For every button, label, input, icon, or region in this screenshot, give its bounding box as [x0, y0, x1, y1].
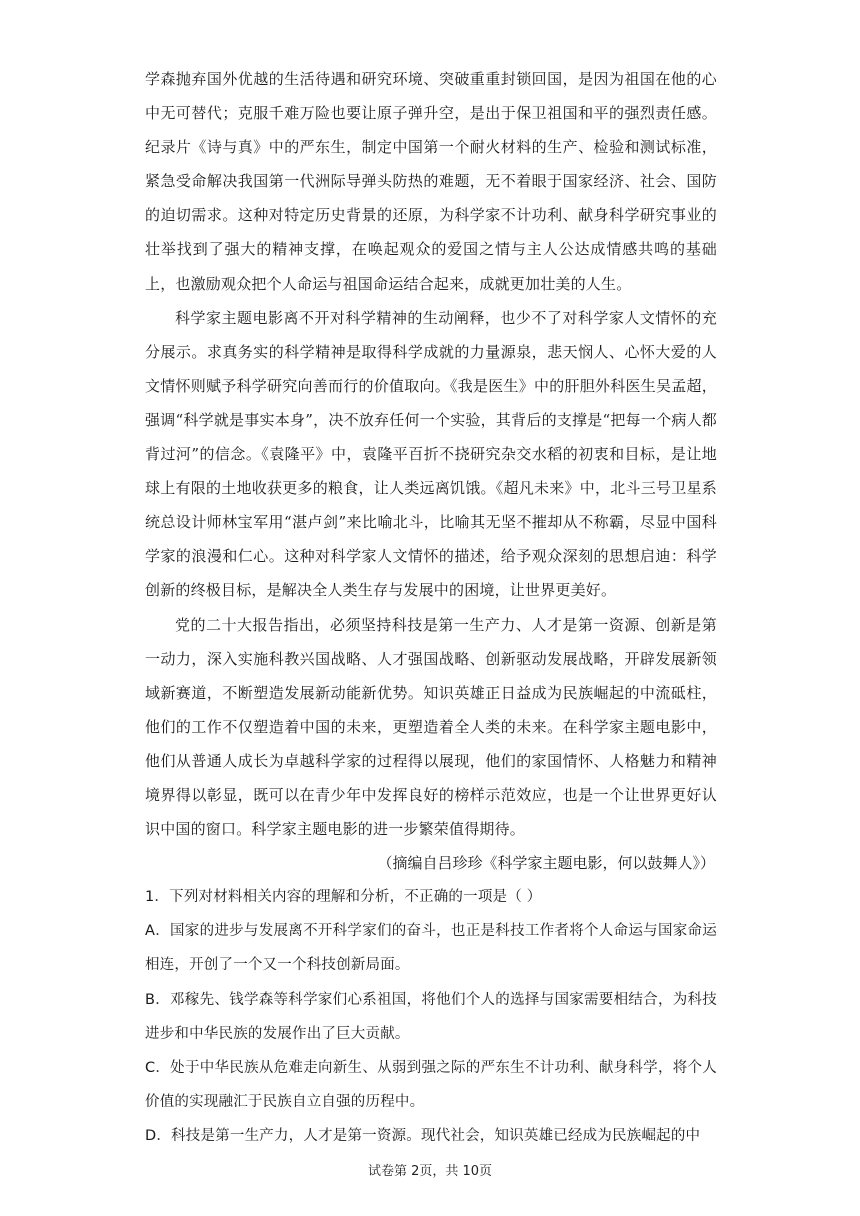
article-paragraph-1: 学森抛弃国外优越的生活待遇和研究环境、突破重重封锁回国，是因为祖国在他的心中无可替代；克服千难万险也要让原子弹升空，是出于保卫祖国和平的强烈责任感。纪录片《诗与真》中的严东生，制定中国第一个耐火材料的生产、检验和测试标准，紧急受命解决我国第一代洲际导弹头防热的难题，无不着眼于国家经济、社会、国防的迫切需求。这种对特定历史背景的还原，为科学家不计功利、献身科学研究事业的壮举找到了强大的精神支撑，在唤起观众的爱国之情与主人公达成情感共鸣的基础上，也激励观众把个人命运与祖国命运结合起来，成就更加壮美的人生。: [145, 70, 717, 293]
article-paragraph-2: 科学家主题电影离不开对科学精神的生动阐释，也少不了对科学家人文情怀的充分展示。求真务实的科学精神是取得科学成就的力量源泉，悲天悯人、心怀大爱的人文情怀则赋予科学研究向善而行的价值取向。《我是医生》中的肝胆外科医生吴孟超，强调“科学就是事实本身”，决不放弃任何一个实验，其背后的支撑是“把每一个病人都背过河”的信念。《袁隆平》中，袁隆平百折不挠研究杂交水稻的初衷和目标，是让地球上有限的土地收获更多的粮食，让人类远离饥饿。《超凡未来》中，北斗三号卫星系统总设计师林宝军用“湛卢剑”来比喻北斗，比喻其无坚不摧却从不称霸，尽显中国科学家的浪漫和仁心。这种对科学家人文情怀的描述，给予观众深刻的思想启迪：科学创新的终极目标，是解决全人类生存与发展中的困境，让世界更美好。: [145, 308, 717, 600]
option-c: C．处于中华民族从危难走向新生、从弱到强之际的严东生不计功利、献身科学，将个人价值的实现融汇于民族自立自强的历程中。: [145, 1059, 717, 1110]
option-b: B．邓稼先、钱学森等科学家们心系祖国，将他们个人的选择与国家需要相结合，为科技进步和中华民族的发展作出了巨大贡献。: [145, 991, 717, 1042]
article-source: （摘编自吕珍珍《科学家主题电影，何以鼓舞人》）: [377, 854, 715, 873]
question-stem: 1．下列对材料相关内容的理解和分析，不正确的一项是（ ）: [145, 889, 542, 906]
article-paragraph-3: 党的二十大报告指出，必须坚持科技是第一生产力、人才是第一资源、创新是第一动力，深入实施科教兴国战略、人才强国战略、创新驱动发展战略，开辟发展新领域新赛道，不断塑造发展新动能新优势。知识英雄正日益成为民族崛起的中流砥柱，他们的工作不仅塑造着中国的未来，更塑造着全人类的未来。在科学家主题电影中，他们从普通人成长为卓越科学家的过程得以展现，他们的家国情怀、人格魅力和精神境界得以彰显，既可以在青少年中发挥良好的榜样示范效应，也是一个让世界更好认识中国的窗口。科学家主题电影的进一步繁荣值得期待。: [145, 615, 717, 839]
option-d: D．科技是第一生产力，人才是第一资源。现代社会，知识英雄已经成为民族崛起的中: [145, 1127, 701, 1144]
page-content: [145, 62, 717, 1153]
page-footer: 试卷第 2页，共 10页: [367, 1164, 493, 1179]
option-a: A．国家的进步与发展离不开科学家们的奋斗，也正是科技工作者将个人命运与国家命运相连，开创了一个又一个科技创新局面。: [145, 923, 717, 974]
